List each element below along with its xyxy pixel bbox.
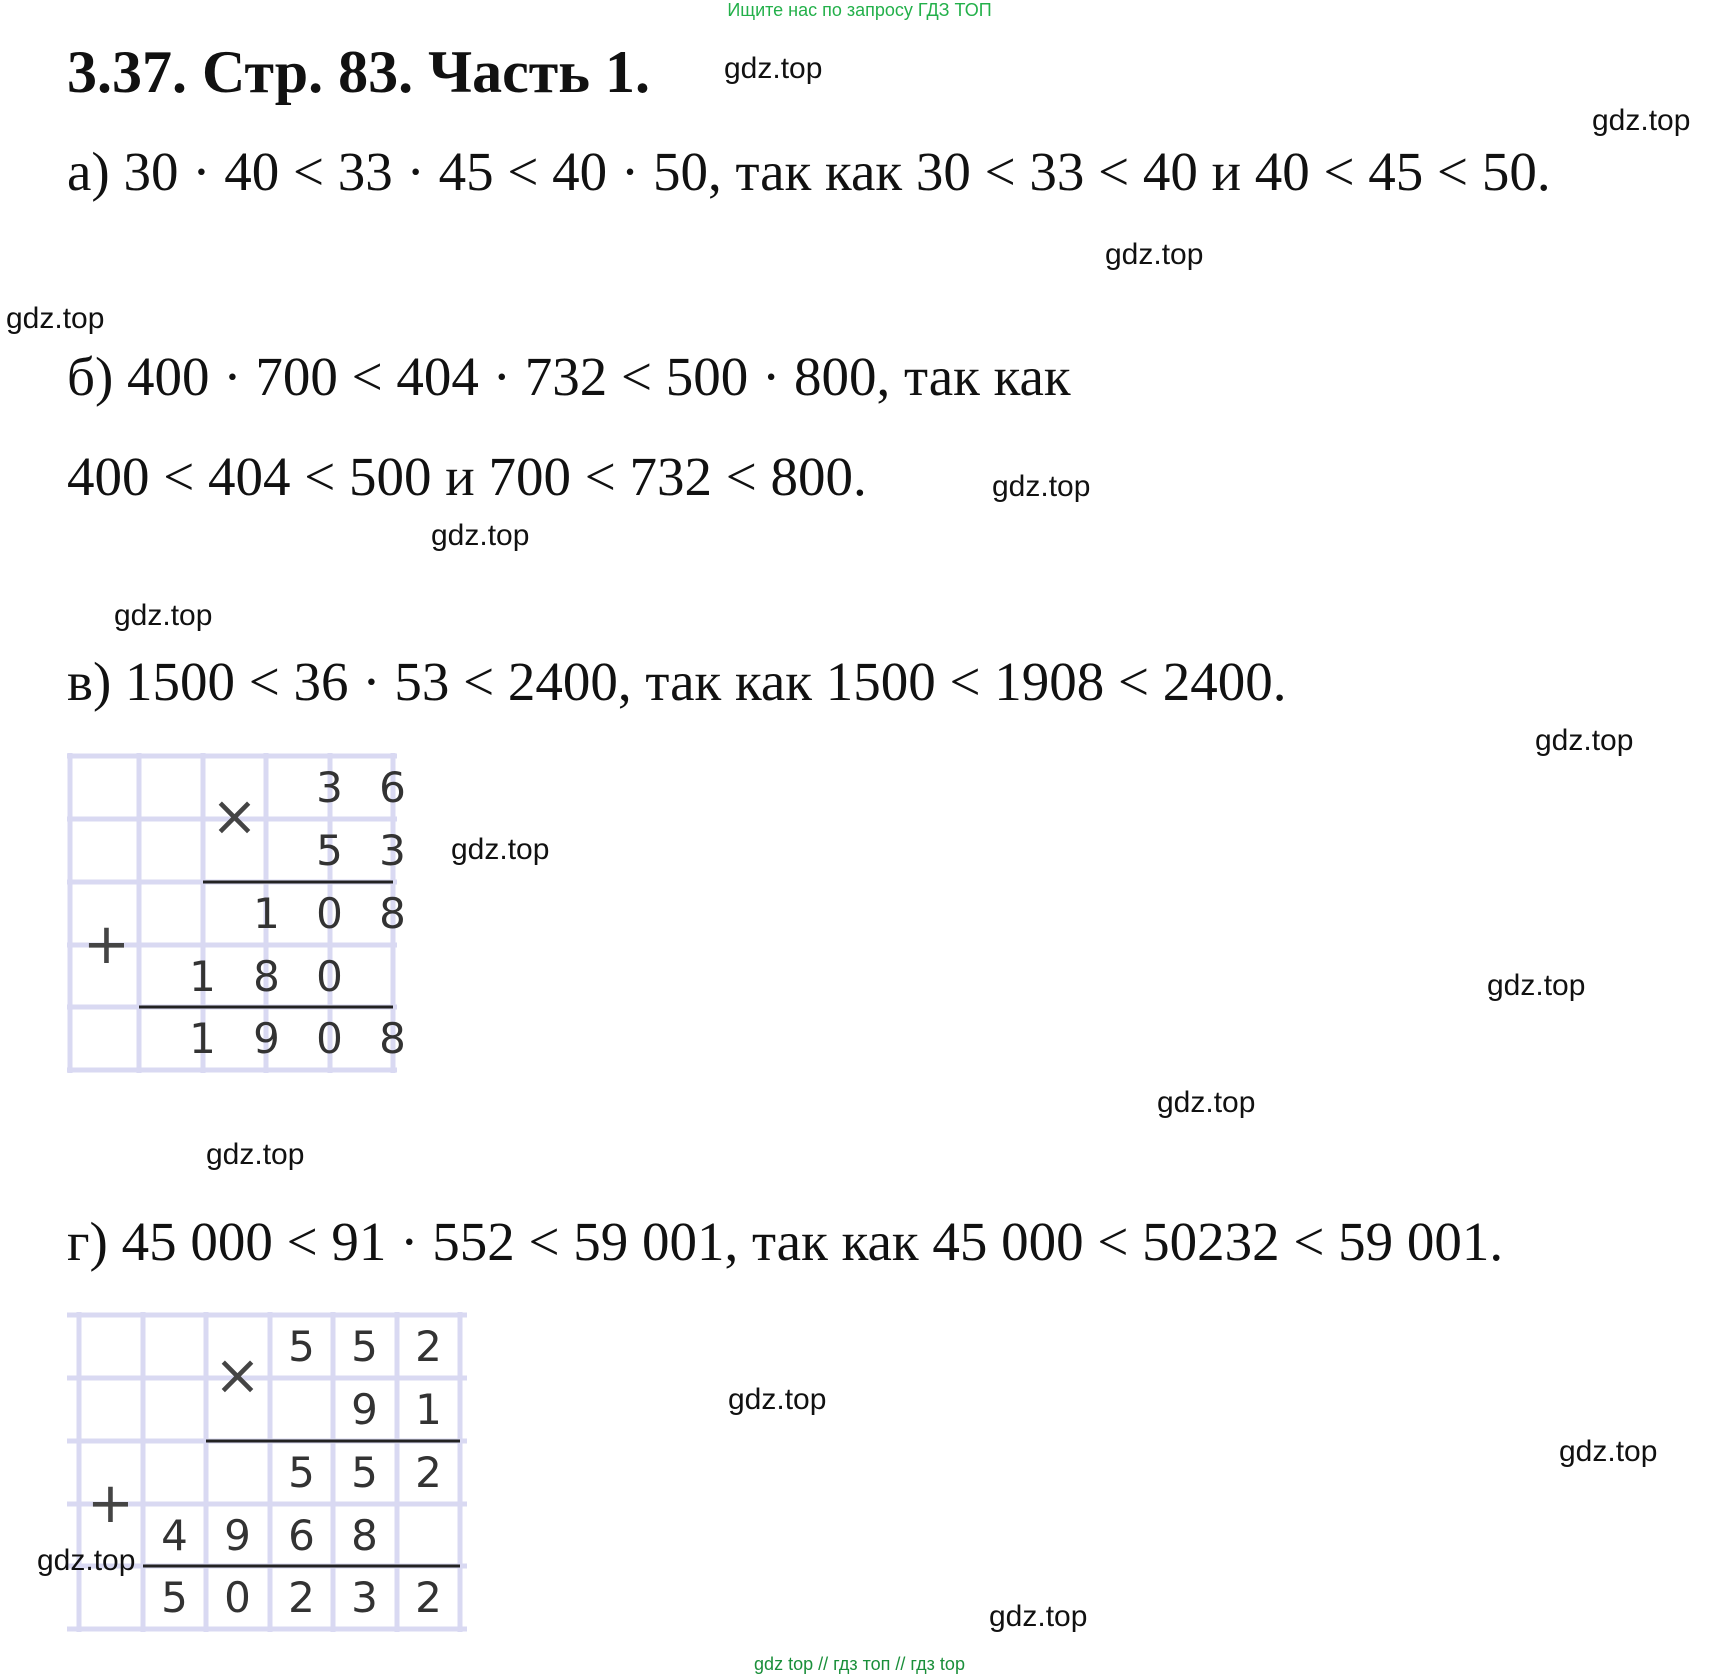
multiply-icon: × [214,1343,261,1408]
watermark: gdz.top [992,470,1091,503]
watermark: gdz.top [451,833,550,866]
grid-1-digit: 8 [253,952,280,1001]
grid-1-digit: 0 [316,1014,343,1063]
grid-1-digit: 3 [379,826,406,875]
multiplication-grid-1 [67,753,406,1073]
grid-2-digit: 9 [351,1385,378,1434]
grid-2-digit: 2 [288,1573,315,1622]
watermark: gdz.top [6,302,105,335]
grid-2-digit: 1 [415,1385,442,1434]
watermark: gdz.top [1535,724,1634,757]
footer-watermark: gdz top // гдз топ // гдз top [754,1654,965,1674]
grid-2-digit: 6 [288,1511,315,1560]
grid-1-digit: 1 [189,1014,216,1063]
line-b1: б) 400 · 700 < 404 · 732 < 500 · 800, так как [67,346,1071,407]
watermark: gdz.top [724,52,823,85]
grid-2-digit: 5 [351,1322,378,1371]
plus-icon: + [87,1471,134,1536]
grid-1-digit: 8 [379,1014,406,1063]
grid-2-digit: 5 [351,1448,378,1497]
top-banner: Ищите нас по запросу ГДЗ ТОП [727,0,992,20]
line-g: г) 45 000 < 91 · 552 < 59 001, так как 45 000 < 50232 < 59 001. [67,1211,1504,1272]
plus-icon: + [83,912,130,977]
grid-1-digit: 9 [253,1014,280,1063]
grid-2-digit: 8 [351,1511,378,1560]
grid-2-digit: 5 [161,1573,188,1622]
grid-2-digit: 4 [161,1511,188,1560]
grid-1-digit: 0 [316,952,343,1001]
page-title: 3.37. Стр. 83. Часть 1. [67,39,650,105]
grid-2-digit: 2 [415,1322,442,1371]
grid-1-digit: 3 [316,763,343,812]
watermark: gdz.top [1157,1086,1256,1119]
watermark: gdz.top [1105,238,1204,271]
watermark: gdz.top [431,519,530,552]
watermark: gdz.top [989,1600,1088,1633]
grid-2-digit: 5 [288,1448,315,1497]
line-v: в) 1500 < 36 · 53 < 2400, так как 1500 < 1908 < 2400. [67,651,1287,712]
watermark: gdz.top [1559,1435,1658,1468]
grid-2-digit: 3 [351,1573,378,1622]
grid-1-digit: 1 [189,952,216,1001]
grid-1-digit: 6 [379,763,406,812]
grid-1-digit: 8 [379,889,406,938]
grid-2-digit: 9 [224,1511,251,1560]
watermark: gdz.top [114,599,213,632]
line-b2: 400 < 404 < 500 и 700 < 732 < 800. [67,446,867,507]
grid-2-digit: 2 [415,1573,442,1622]
grid-2-digit: 2 [415,1448,442,1497]
line-a: а) 30 · 40 < 33 · 45 < 40 · 50, так как 30 < 33 < 40 и 40 < 45 < 50. [67,141,1551,202]
grid-1-digit: 0 [316,889,343,938]
multiplication-grid-2 [67,1312,467,1632]
watermark: gdz.top [1592,104,1691,137]
watermark: gdz.top [37,1544,136,1577]
grid-1-digit: 1 [253,889,280,938]
watermark: gdz.top [206,1138,305,1171]
multiply-icon: × [211,784,258,849]
grid-2-digit: 0 [224,1573,251,1622]
watermark: gdz.top [1487,969,1586,1002]
grid-1-digit: 5 [316,826,343,875]
grid-2-digit: 5 [288,1322,315,1371]
watermark: gdz.top [728,1383,827,1416]
